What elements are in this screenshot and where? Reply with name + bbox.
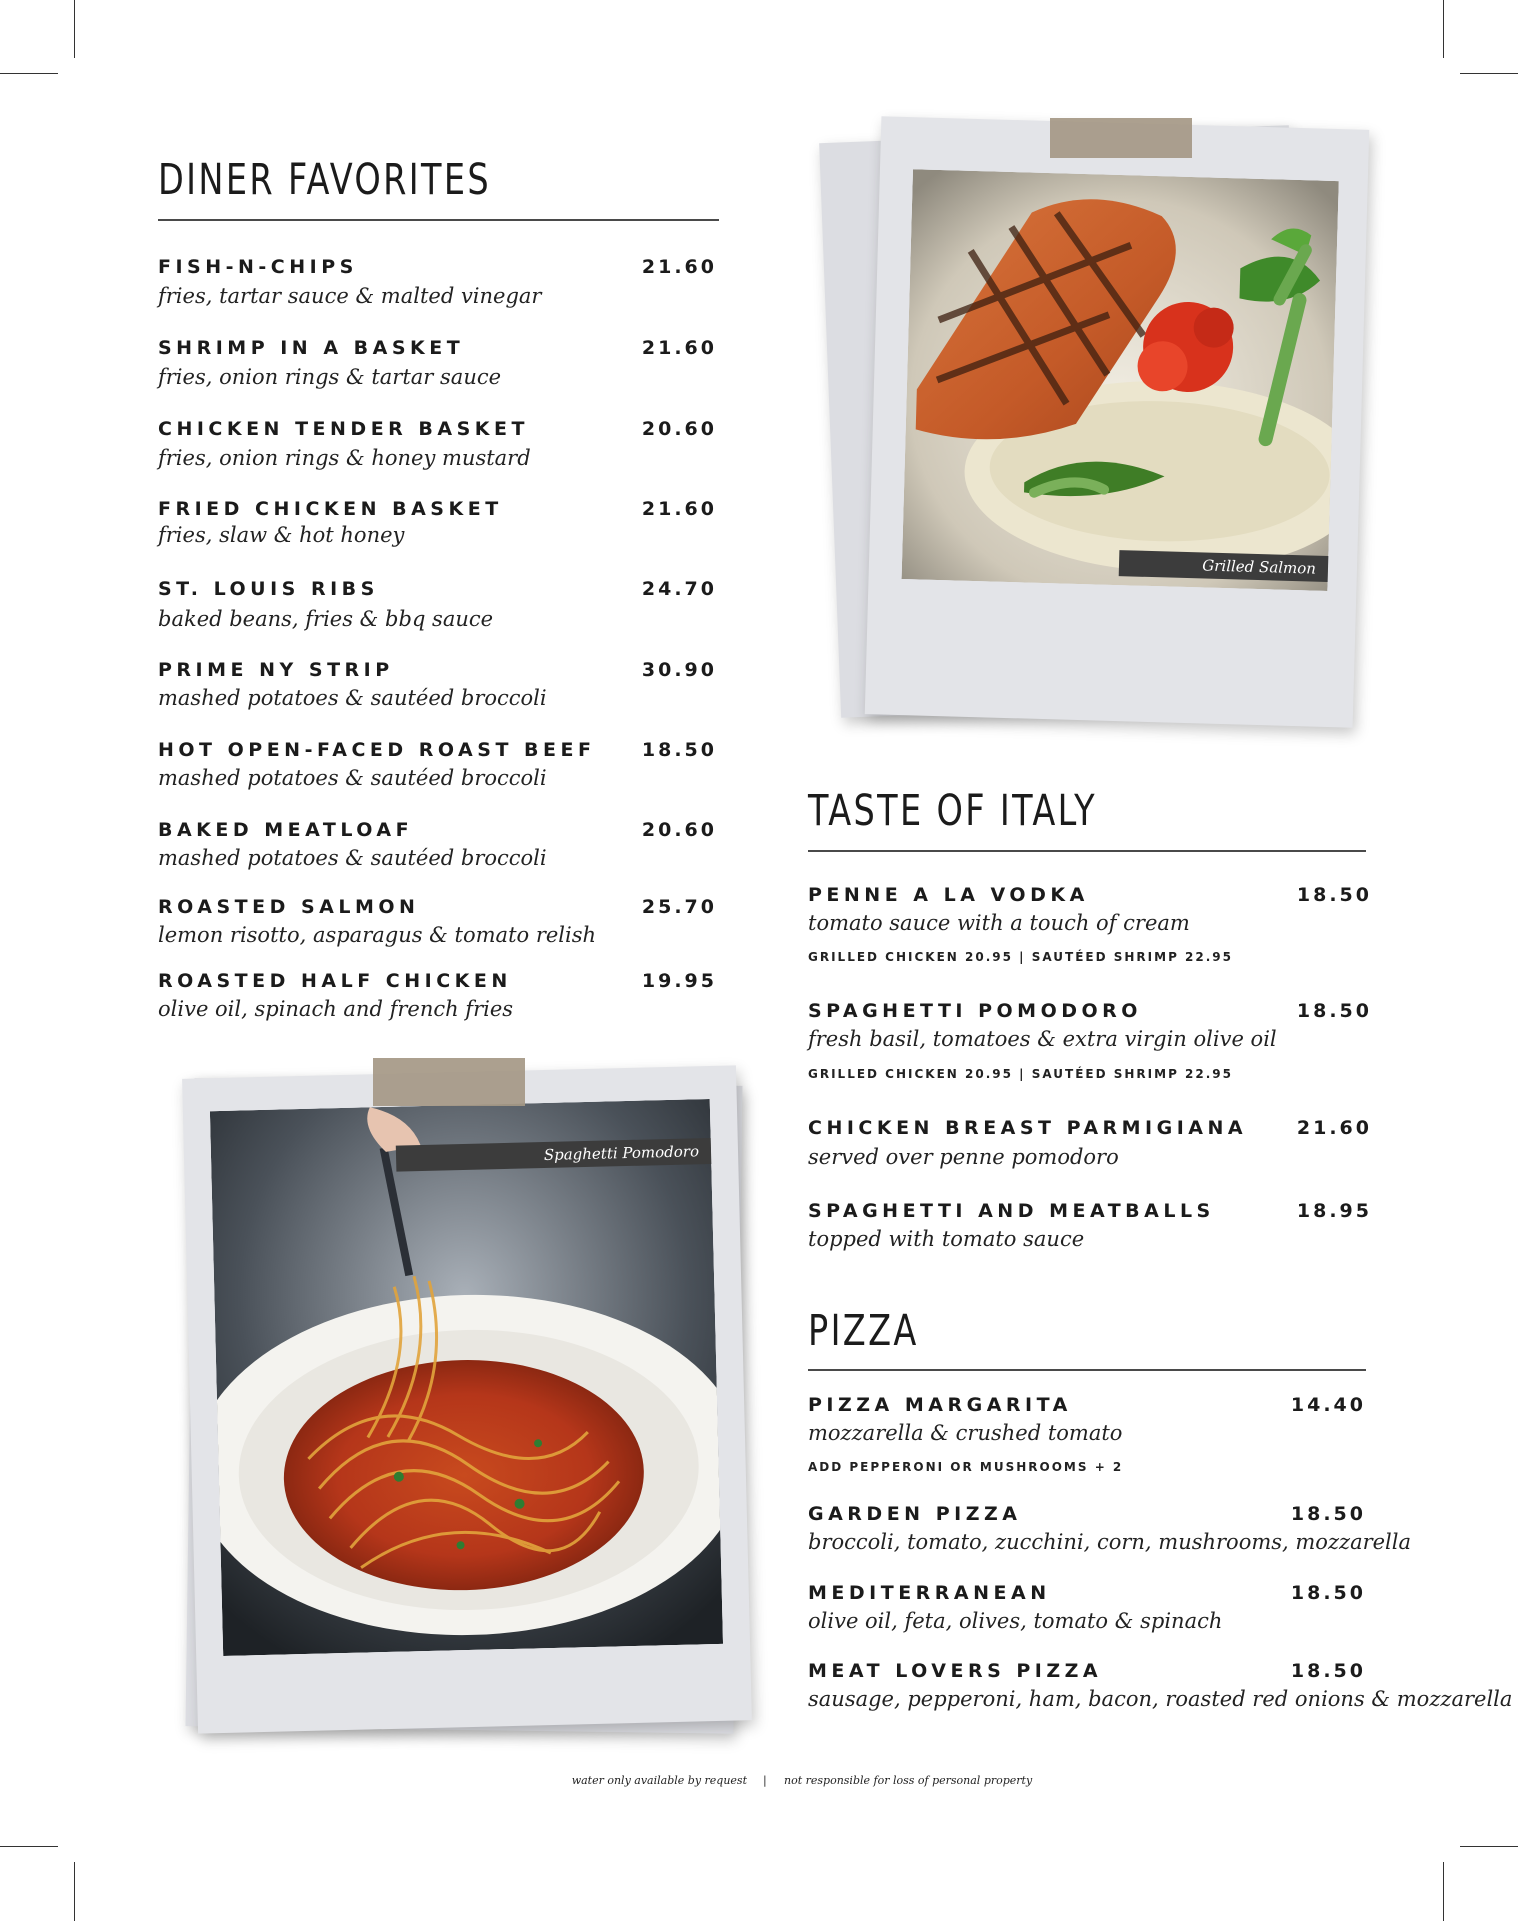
item-description: tomato sauce with a touch of cream: [808, 911, 1190, 935]
grilled-salmon-image: [902, 169, 1339, 591]
crop-mark-top-left-v: [74, 0, 75, 58]
item-description: broccoli, tomato, zucchini, corn, mushrooms, mozzarella: [808, 1530, 1412, 1554]
salmon-photo: [902, 169, 1339, 591]
item-price: 18.95: [1296, 1200, 1372, 1222]
item-name: GARDEN PIZZA: [808, 1503, 1022, 1525]
item-description: topped with tomato sauce: [808, 1227, 1085, 1251]
item-price: 18.50: [1290, 1503, 1366, 1525]
item-description: baked beans, fries & bbq sauce: [158, 607, 494, 631]
item-name: ROASTED HALF CHICKEN: [158, 970, 512, 992]
tape-strip: [1050, 118, 1192, 158]
item-description: sausage, pepperoni, ham, bacon, roasted red onions & mozzarella: [808, 1687, 1513, 1711]
taste-of-italy-title: TASTE OF ITALY: [808, 786, 1098, 836]
item-name: PRIME NY STRIP: [158, 659, 394, 681]
item-price: 21.60: [641, 498, 717, 520]
diner-favorites-title: DINER FAVORITES: [158, 155, 491, 205]
item-price: 18.50: [1296, 1000, 1372, 1022]
item-name: CHICKEN BREAST PARMIGIANA: [808, 1117, 1248, 1139]
item-description: mozzarella & crushed tomato: [808, 1421, 1123, 1445]
item-name: ROASTED SALMON: [158, 896, 420, 918]
item-price: 18.50: [1290, 1582, 1366, 1604]
item-description: fries, tartar sauce & malted vinegar: [158, 284, 542, 308]
item-description: mashed potatoes & sautéed broccoli: [158, 686, 547, 710]
item-price: 18.50: [1290, 1660, 1366, 1682]
salmon-photo-caption: Grilled Salmon: [1119, 550, 1329, 582]
item-name: HOT OPEN-FACED ROAST BEEF: [158, 739, 596, 761]
taste-of-italy-rule: [808, 850, 1366, 852]
item-name: MEAT LOVERS PIZZA: [808, 1660, 1103, 1682]
footer-property-note: not responsible for loss of personal property: [784, 1774, 1033, 1787]
item-description: mashed potatoes & sautéed broccoli: [158, 766, 547, 790]
item-description: fries, slaw & hot honey: [158, 523, 405, 547]
footer-water-note: water only available by request: [571, 1774, 747, 1787]
item-add-on-note: GRILLED CHICKEN 20.95 | SAUTÉED SHRIMP 22.95: [808, 950, 1234, 964]
pizza-rule: [808, 1369, 1366, 1371]
item-price: 30.90: [641, 659, 717, 681]
item-name: FISH-N-CHIPS: [158, 256, 358, 278]
item-description: mashed potatoes & sautéed broccoli: [158, 846, 547, 870]
item-price: 19.95: [641, 970, 717, 992]
item-name: CHICKEN TENDER BASKET: [158, 418, 529, 440]
footer-divider: |: [763, 1774, 767, 1787]
item-price: 20.60: [641, 418, 717, 440]
pizza-title: PIZZA: [808, 1306, 919, 1356]
item-description: lemon risotto, asparagus & tomato relish: [158, 923, 597, 947]
pasta-photo-caption: Spaghetti Pomodoro: [396, 1138, 712, 1172]
item-name: MEDITERRANEAN: [808, 1582, 1051, 1604]
item-name: PENNE A LA VODKA: [808, 884, 1089, 906]
polaroid-frame: [182, 1065, 752, 1733]
pasta-photo: [210, 1099, 723, 1656]
crop-mark-bottom-right-h: [1460, 1846, 1518, 1847]
polaroid-frame: [865, 116, 1370, 727]
item-description: olive oil, spinach and french fries: [158, 997, 514, 1021]
item-description: served over penne pomodoro: [808, 1145, 1119, 1169]
item-name: PIZZA MARGARITA: [808, 1394, 1072, 1416]
crop-mark-top-left-h: [0, 73, 58, 74]
item-price: 18.50: [641, 739, 717, 761]
item-price: 25.70: [641, 896, 717, 918]
item-price: 21.60: [641, 337, 717, 359]
item-price: 14.40: [1290, 1394, 1366, 1416]
diner-favorites-rule: [158, 219, 719, 221]
spaghetti-pomodoro-image: [210, 1099, 723, 1656]
item-description: fries, onion rings & honey mustard: [158, 446, 531, 470]
item-price: 24.70: [641, 578, 717, 600]
item-name: SHRIMP IN A BASKET: [158, 337, 465, 359]
item-name: SPAGHETTI AND MEATBALLS: [808, 1200, 1215, 1222]
crop-mark-bottom-left-v: [74, 1862, 75, 1921]
item-add-on-note: ADD PEPPERONI OR MUSHROOMS + 2: [808, 1460, 1124, 1474]
tape-strip: [373, 1058, 525, 1106]
crop-mark-top-right-h: [1460, 73, 1518, 74]
crop-mark-top-right-v: [1443, 0, 1444, 58]
item-name: ST. LOUIS RIBS: [158, 578, 379, 600]
item-description: olive oil, feta, olives, tomato & spinach: [808, 1609, 1223, 1633]
item-name: BAKED MEATLOAF: [158, 819, 414, 841]
item-price: 21.60: [1296, 1117, 1372, 1139]
item-add-on-note: GRILLED CHICKEN 20.95 | SAUTÉED SHRIMP 22.95: [808, 1067, 1234, 1081]
item-name: SPAGHETTI POMODORO: [808, 1000, 1142, 1022]
crop-mark-bottom-left-h: [0, 1846, 58, 1847]
item-name: FRIED CHICKEN BASKET: [158, 498, 503, 520]
item-price: 20.60: [641, 819, 717, 841]
crop-mark-bottom-right-v: [1443, 1862, 1444, 1921]
item-price: 18.50: [1296, 884, 1372, 906]
item-description: fresh basil, tomatoes & extra virgin olive oil: [808, 1027, 1277, 1051]
item-price: 21.60: [641, 256, 717, 278]
item-description: fries, onion rings & tartar sauce: [158, 365, 502, 389]
